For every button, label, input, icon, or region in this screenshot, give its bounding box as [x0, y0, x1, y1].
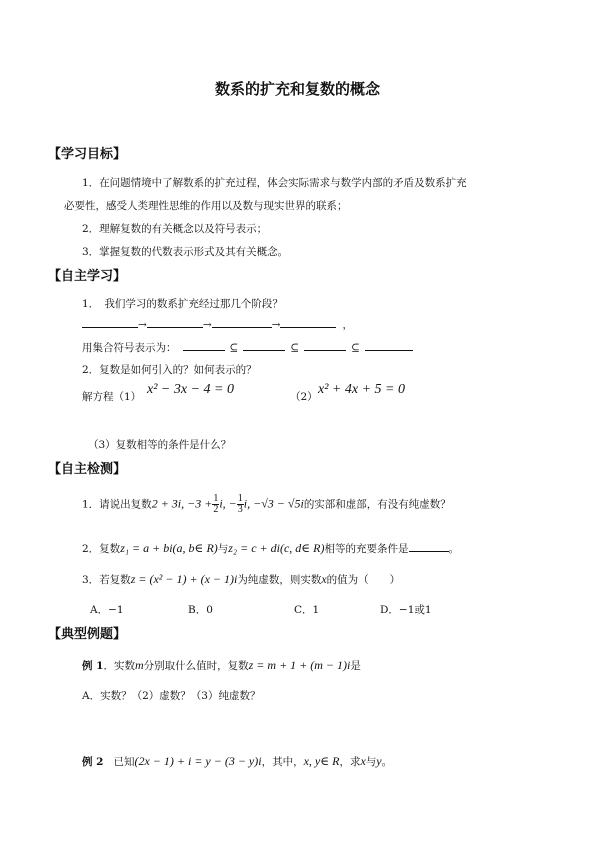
study-question-3: （3）复数相等的条件是什么？: [88, 439, 232, 451]
complex-z1: z₁ = a + bi(a, b∈ R): [120, 541, 218, 555]
page-title: 数系的扩充和复数的概念: [214, 80, 380, 98]
period: 。: [448, 543, 459, 555]
arrow-icon: →: [138, 319, 147, 331]
variable-m: m: [134, 658, 144, 672]
period: 。: [381, 756, 393, 768]
stage-blank-1[interactable]: [82, 316, 138, 328]
example-1-prefix: ．实数: [103, 660, 135, 672]
check-3-suffix: 的值为（ ）: [326, 574, 401, 586]
example-2-label: 例 2: [82, 756, 104, 768]
equation-2-label: （2）: [290, 391, 318, 403]
check-1-prefix: 1．请说出复数: [82, 498, 152, 511]
example-1-label: 例 1: [82, 660, 104, 672]
variable-x: x: [360, 754, 366, 768]
check-1-suffix: 的实部和虚部，有没有纯虚数？: [303, 498, 451, 511]
set-blank-1[interactable]: [183, 339, 225, 351]
equation-1: x² − 3x − 4 = 0: [147, 382, 234, 397]
choice-d[interactable]: D．−1或1: [380, 604, 432, 616]
set-blank-4[interactable]: [365, 339, 413, 351]
subset-symbol: ⊆: [351, 342, 360, 354]
section-heading-self-check: 【自主检测】: [48, 462, 127, 477]
complex-list-part-b: i, −: [219, 496, 237, 511]
check-3-middle: 为纯虚数，则实数: [237, 574, 322, 586]
choice-c[interactable]: C．1: [294, 604, 320, 616]
subset-symbol: ⊆: [229, 342, 239, 354]
goal-1-line-2: 必要性，感受人类理性思维的作用以及数与现实世界的联系；: [64, 200, 348, 212]
stage-blank-3[interactable]: [212, 316, 272, 328]
example-2-middle: ，其中，: [261, 756, 304, 768]
example-1-suffix: 是: [350, 660, 361, 672]
section-heading-goals: 【学习目标】: [48, 147, 127, 162]
goal-1-line-1: 1．在问题情境中了解数系的扩充过程，体会实际需求与数学内部的矛盾及数系扩充: [82, 177, 467, 189]
variable-x: x: [321, 572, 327, 586]
section-heading-examples: 【典型例题】: [48, 627, 127, 642]
answer-blank[interactable]: [409, 540, 449, 552]
arrow-icon: →: [271, 319, 281, 331]
numerator: 1: [237, 493, 243, 504]
denominator: 3: [237, 504, 243, 515]
check-3-prefix: 3．若复数: [82, 574, 131, 586]
complex-equation: (2x − 1) + i = y − (3 − y)i: [134, 754, 262, 768]
section-heading-self-study: 【自主学习】: [48, 269, 127, 284]
denominator: 2: [213, 504, 219, 515]
arrow-icon: →: [202, 319, 212, 331]
example-2: [82, 754, 392, 769]
fraction-one-third: [237, 494, 244, 515]
check-question-3: [82, 572, 400, 587]
example-2-and: 与: [365, 756, 377, 768]
study-question-2: 2．复数是如何引入的？如何表示的？: [82, 364, 257, 376]
real-variables: x, y∈ R: [303, 754, 340, 768]
number-system-stages-row: [82, 316, 353, 332]
set-blank-2[interactable]: [243, 339, 285, 351]
comma: ，: [342, 319, 353, 331]
example-2-prefix: 已知: [113, 756, 135, 768]
equation-1-label: 解方程（1）: [82, 391, 142, 403]
complex-z2: z₂ = c + di(c, d∈ R): [228, 541, 325, 555]
goal-2: 2．理解复数的有关概念以及符号表示；: [82, 223, 268, 235]
example-1: [82, 658, 361, 673]
complex-z-expression: z = m + 1 + (m − 1)i: [248, 658, 351, 672]
equation-2: x² + 4x + 5 = 0: [318, 382, 405, 397]
set-blank-3[interactable]: [304, 339, 346, 351]
subset-symbol: ⊆: [290, 342, 300, 354]
set-notation-label: 用集合符号表示为：: [82, 342, 177, 354]
check-question-1: [82, 494, 451, 515]
goal-3: 3．掌握复数的代数表示形式及其有关概念。: [82, 246, 289, 258]
check-question-2: [82, 540, 459, 556]
check-2-prefix: 2．复数: [82, 543, 121, 555]
choice-a[interactable]: A．−1: [90, 604, 124, 616]
check-2-and: 与: [217, 543, 229, 555]
complex-list-part-a: 2 + 3i, −3 +: [151, 496, 213, 511]
study-question-1: 1． 我们学习的数系扩充经过那几个阶段？: [82, 298, 283, 310]
stage-blank-4[interactable]: [280, 316, 336, 328]
set-notation-row: [82, 339, 413, 355]
complex-z-expression: z = (x² − 1) + (x − 1)i: [130, 572, 238, 586]
example-1-middle: 分别取什么值时，复数: [143, 660, 249, 672]
stage-blank-2[interactable]: [147, 316, 203, 328]
check-2-suffix: 相等的充要条件是: [324, 543, 409, 555]
example-1-parts: A．实数？（2）虚数？（3）纯虚数？: [82, 690, 261, 702]
variable-y: y: [376, 754, 382, 768]
choice-b[interactable]: B．0: [188, 604, 213, 616]
example-2-ask: ，求: [339, 756, 361, 768]
numerator: 1: [213, 493, 219, 504]
complex-list-part-c: i, −√3 − √5i: [243, 496, 304, 511]
